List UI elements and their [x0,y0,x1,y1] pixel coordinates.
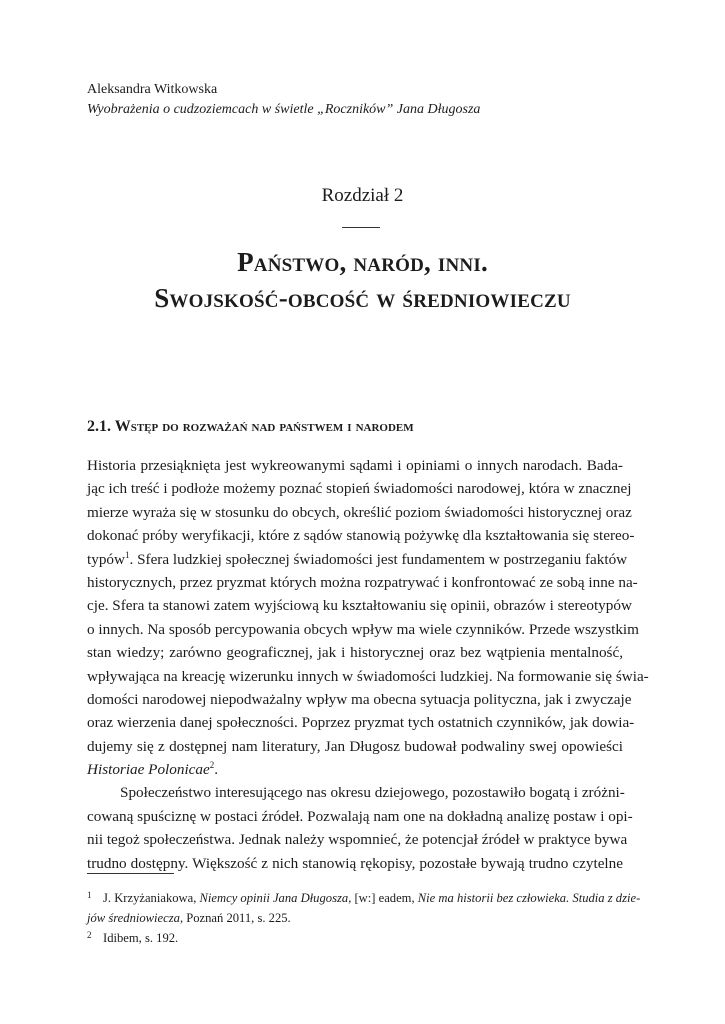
text-run: , Poznań 2011, s. 225. [179,911,291,925]
running-head [87,80,480,120]
footnote-number: 1 [87,890,92,900]
footnote-ref-2[interactable]: 2 [209,760,215,771]
paragraph-line: historycznych, przez pryzmat których można rozpatrywać i konfrontować ze sobą inne na- [87,573,638,591]
section-heading: 2.1. Wstęp do rozważań nad państwem i narodem [87,418,414,435]
paragraph-line: domości narodowej niepodważalny wpływ ma obecna sytuacja polityczna, jak i zwyczaje [87,690,632,708]
italic-title: Nie ma historii bez człowieka. Studia z dzie- [417,891,641,905]
paragraph-line: wpływająca na kreację wizerunku innych w świadomości ludzkiej. Na formowanie się świa- [87,667,649,685]
chapter-title [0,244,725,316]
paragraph-line: cowaną spuściznę w postaci źródeł. Pozwalają nam one na dokładną analizę postaw i opi- [87,807,633,825]
paragraph-line: jąc ich treść i podłoże możemy poznać stopień świadomości narodowej, która w znacznej [87,480,632,498]
paragraph-line: trudno dostępny. Większość z nich stanowią rękopisy, pozostałe bywają trudno czytelne [87,854,623,872]
paragraph-line: Historia przesiąknięta jest wykreowanymi sądami i opiniami o innych narodach. Bada- [87,457,623,474]
chapter-label: Rozdział 2 [321,185,404,206]
paragraph-line: dokonać próby weryfikacji, które z sądów stanowią pożywkę dla kształtowania się stereo- [87,527,635,545]
italic-title: Niemcy opinii Jana Długosza [199,891,349,905]
chapter-title-line-1: Państwo, naród, inni. [237,247,488,277]
paragraph-line [87,758,623,781]
chapter-divider [342,227,380,228]
footnote-1 [87,888,641,908]
paragraph-line: stan wiedzy; zarówno geograficznej, jak i historycznej oraz bez wątpienia mentalność, [87,644,623,662]
paragraph-line: Społeczeństwo interesującego nas okresu dziejowego, pozostawiło bogatą i zróżni- [120,784,625,802]
text-run: . [214,761,219,779]
italic-title: Historiae Polonicae [87,761,210,779]
italic-title: jów średniowiecza [87,911,180,925]
author-name: Aleksandra Witkowska [87,82,218,97]
footnote-divider [87,873,174,874]
text-run: Idibem, s. 192. [103,931,179,945]
paragraph-line: oraz wierzenia danej społeczności. Poprzez pryzmat tych ostatnich czynników, jak dowia- [87,714,635,732]
text-run: , [w:] eadem, [348,891,418,905]
paragraph-line: dujemy się z dostępnej nam literatury, Jan Długosz budował podwaliny swej opowieści [87,737,623,755]
paragraph-line: mierze wyraża się w stosunku do obcych, określić poziom świadomości historycznej oraz [87,503,632,521]
paragraph-line: nii tegoż społeczeństwa. Jednak należy wspomnieć, że potencjał źródeł w praktyce bywa [87,831,628,849]
chapter-title-line-2: Swojskość-obcość w średniowieczu [154,283,571,313]
paragraph-line: cje. Sfera ta stanowi zatem wyjściową ku kształtowaniu się opinii, obrazów i stereotypów [87,597,632,615]
paragraph-line: o innych. Na sposób percypowania obcych wpływ ma wiele czynników. Przede wszystkim [87,620,639,638]
footnote-1-continued [87,908,623,928]
paragraph-line [87,548,628,571]
text-run: J. Krzyżaniakowa, [103,891,200,905]
footnote-ref-1[interactable]: 1 [124,549,130,560]
footnotes [87,888,641,948]
text-run: typów [87,550,125,568]
text-run: . Sfera ludzkiej społecznej świadomości jest fundamentem w postrzeganiu faktów [129,550,628,568]
footnote-number: 2 [87,930,92,940]
footnote-2 [87,928,623,948]
body-text [87,454,649,875]
book-title: Wyobrażenia o cudzoziemcach w świetle „Roczników” Jana Długosza [87,102,481,117]
